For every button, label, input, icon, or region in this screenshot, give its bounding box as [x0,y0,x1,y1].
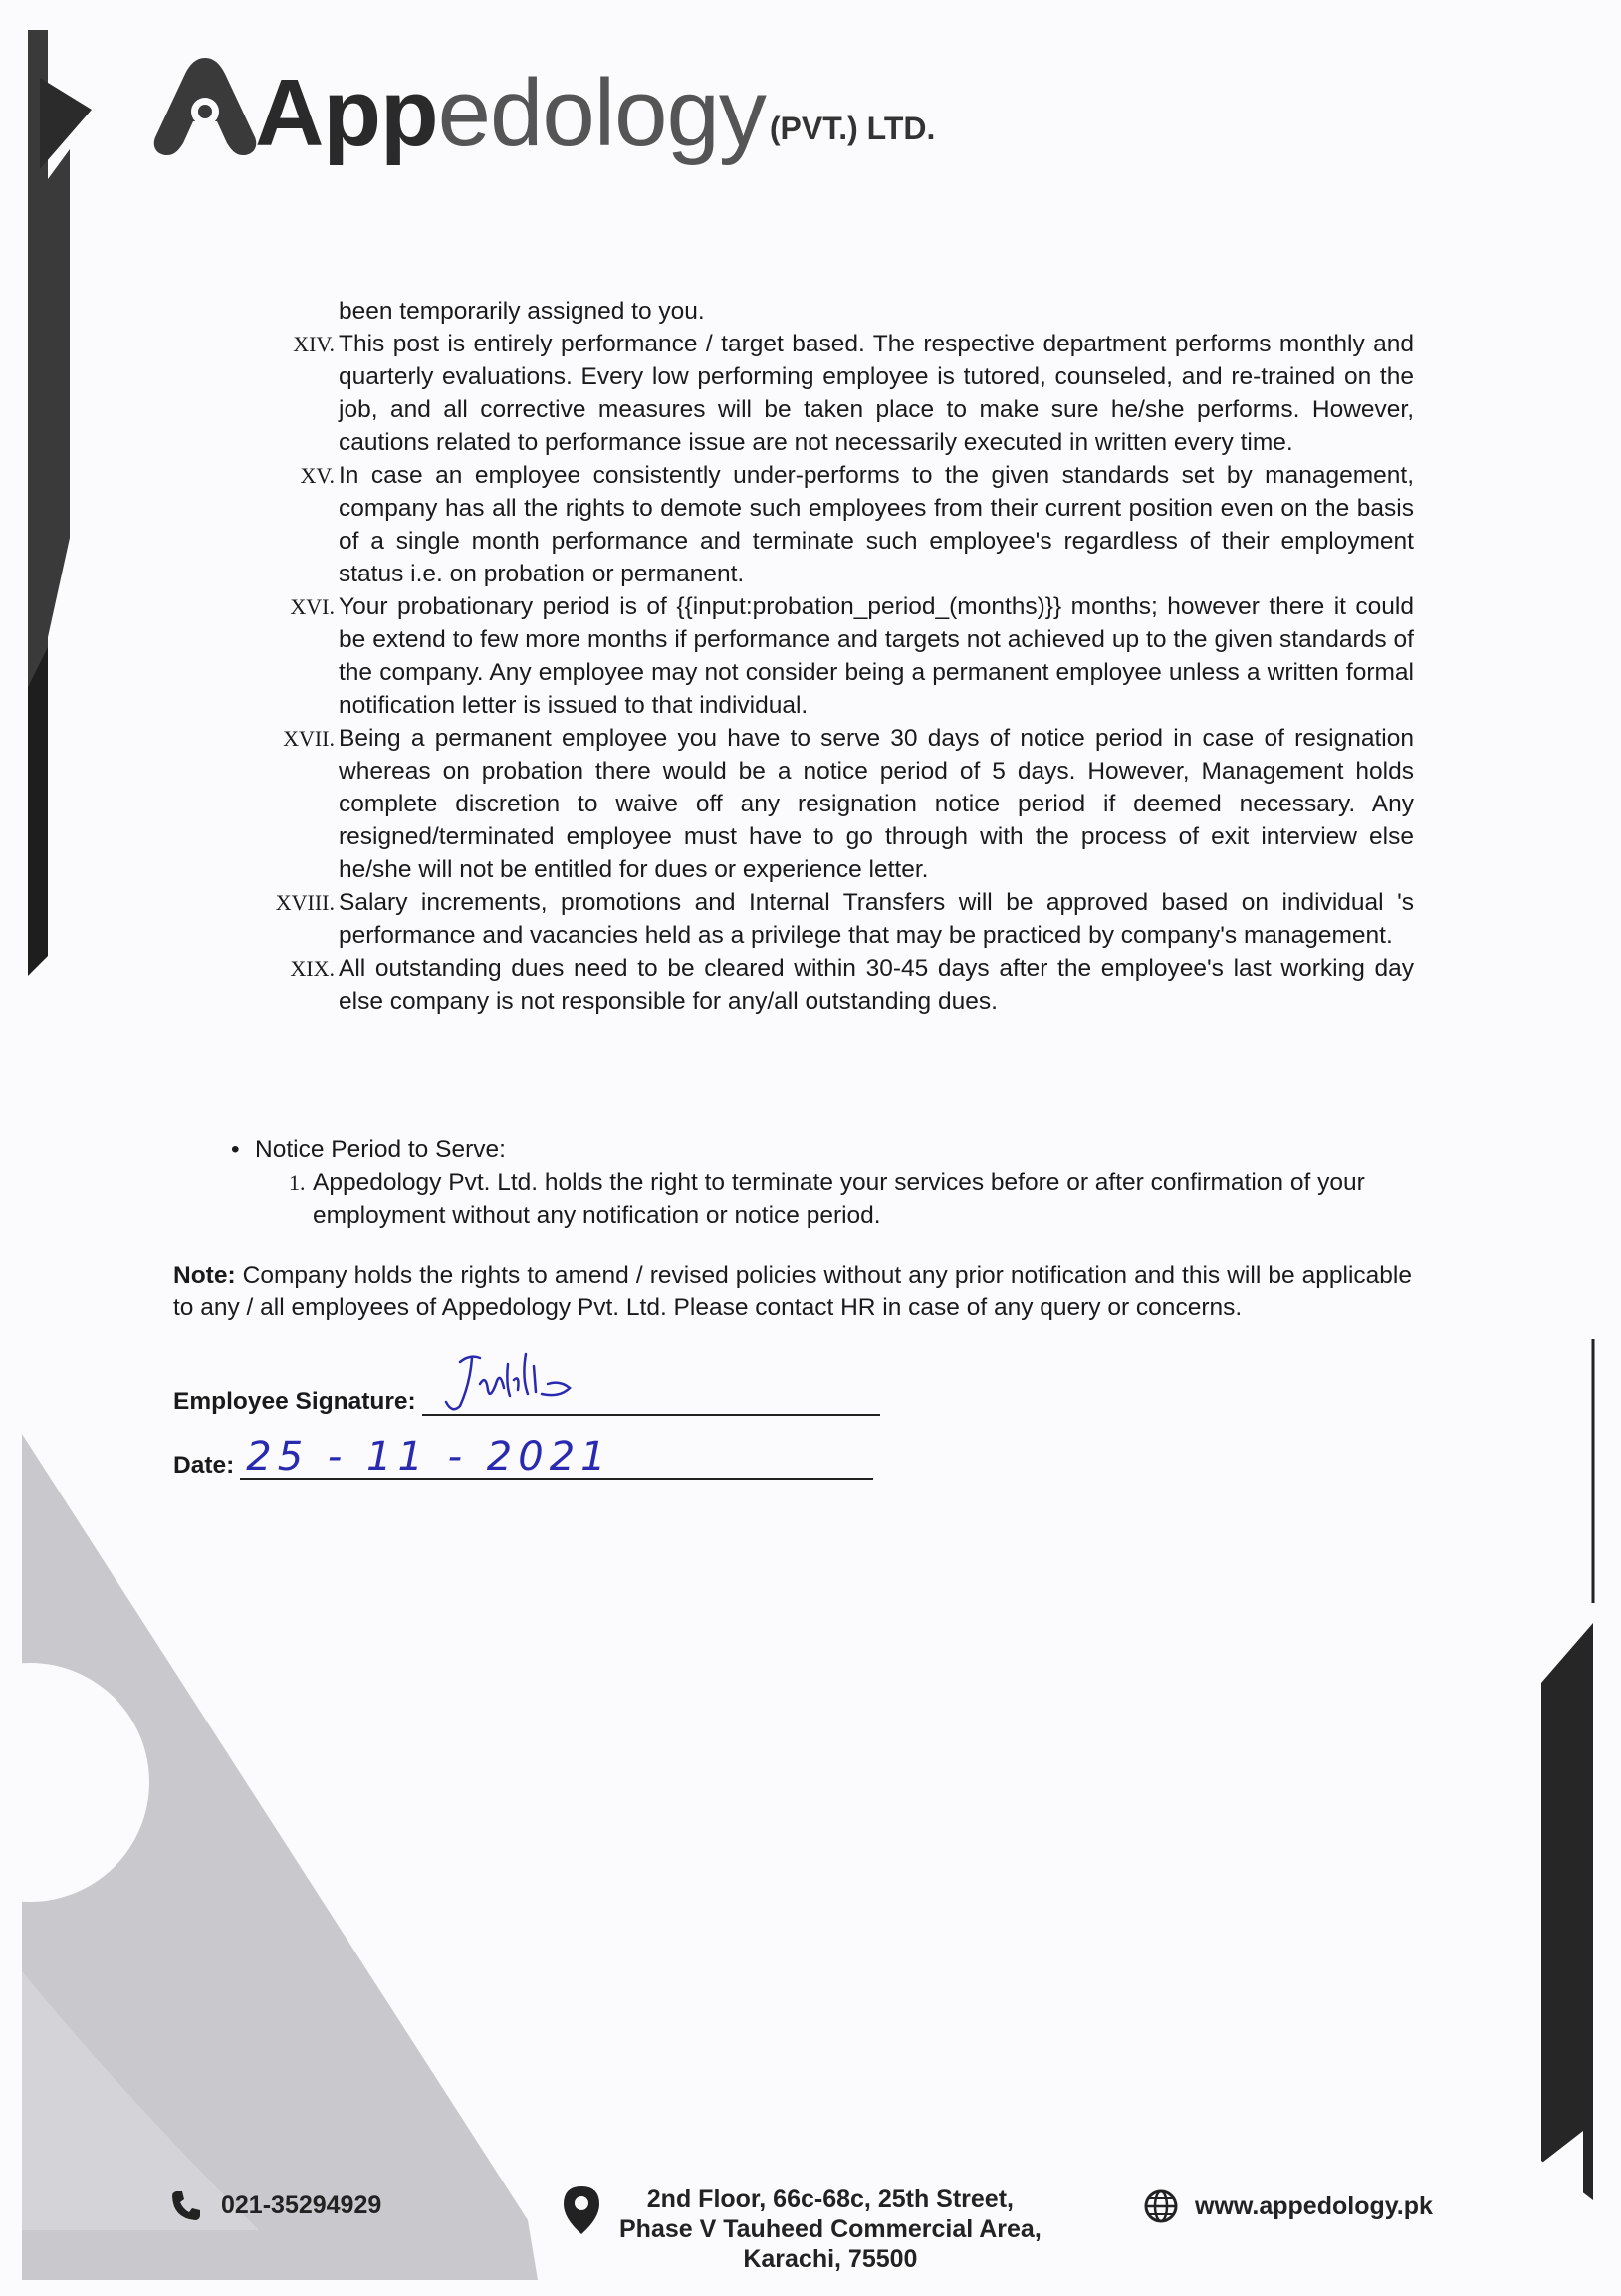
date-row [173,1434,873,1480]
clause-text: Your probationary period is of {{input:probation_period_(months)}} months; however there it could be extend to few more months if performance and targets not achieved up to the given standards of the company. Any employee may not consider being a permanent employee unless a written formal notification letter is issued to that individual. [339,593,1414,719]
letterhead-footer [0,2177,1621,2276]
note-text: Company holds the rights to amend / revised policies without any prior notification and this will be applicable to any / all employees of Appedology Pvt. Ltd. Please contact HR in case of any query or concerns. [173,1263,1412,1321]
footer-website [1143,2188,1433,2224]
clause-item [249,952,1414,1018]
brand-name-bold: App [255,60,438,166]
date-field[interactable] [240,1434,873,1480]
address-text [619,2184,1042,2274]
address-line: 2nd Floor, 66c-68c, 25th Street, [646,2185,1014,2213]
clause-item [249,459,1414,590]
clause-numeral: XVIII. [275,890,335,915]
company-logo [149,52,936,166]
notice-item-text: Appedology Pvt. Ltd. holds the right to terminate your services before or after confirmation of your employment without any notification or notice period. [313,1169,1365,1229]
clause-numeral: XVII. [283,726,335,751]
globe-icon [1143,2188,1179,2224]
signature-label: Employee Signature: [173,1388,416,1415]
handwritten-date: 25 - 11 - 2021 [246,1434,612,1480]
left-dark-bar [28,647,48,976]
appedology-a-logo-icon [149,52,261,161]
notice-heading-row [231,1133,1426,1166]
clause-item [249,590,1414,722]
location-pin-icon [562,2184,601,2236]
clause-numeral: XIV. [293,332,335,356]
handwritten-signature [430,1344,579,1424]
clause-text: In case an employee consistently under-performs to the given standards set by management, company has all the rights to demote such employees from their current position even on the basis of a single month performance and terminate such employee's regardless of their employment status i.e. on probation or permanent. [339,462,1414,587]
clause-numeral: XVI. [290,594,335,619]
clause-text: Salary increments, promotions and Internal Transfers will be approved based on individual 's performance and vacancies held as a privilege that may be practiced by company's management. [339,889,1414,949]
address-line: Phase V Tauheed Commercial Area, [619,2215,1042,2243]
company-suffix: (PVT.) LTD. [769,111,936,146]
clause-item [249,722,1414,886]
clause-text: Being a permanent employee you have to serve 30 days of notice period in case of resignation whereas on probation there would be a notice period of 5 days. However, Management holds complete discretion to waive off any resignation notice period if deemed necessary. Any resigned/terminated employee must have to go through with the process of exit interview else he/she will not be entitled for dues or experience letter. [339,725,1414,883]
clause-text: This post is entirely performance / target based. The respective department performs monthly and quarterly evaluations. Every low performing employee is tutored, counseled, and re-trained on the job, and all corrective measures will be taken place to make sure he/she performs. However, cautions related to performance issue are not necessarily executed in written every time. [339,331,1414,456]
notice-period-section [231,1133,1426,1232]
clause-continuation: been temporarily assigned to you. [339,298,705,325]
policy-note [173,1261,1412,1324]
footer-address [562,2184,1042,2274]
right-dark-strip [1541,1623,1593,2200]
brand-name-light: edology [437,60,766,166]
company-name [255,60,766,166]
policy-clauses [249,295,1414,1018]
phone-icon [169,2188,203,2222]
notice-item-number: 1. [289,1170,306,1195]
clause-text: All outstanding dues need to be cleared within 30-45 days after the employee's last working day else company is not responsible for any/all outstanding dues. [339,955,1414,1015]
clause-item [249,886,1414,952]
footer-phone [169,2188,381,2222]
date-label: Date: [173,1452,235,1479]
website-link[interactable]: www.appedology.pk [1195,2191,1433,2220]
clause-numeral: XV. [300,463,335,488]
clause-numeral: XIX. [290,956,335,981]
notice-heading: Notice Period to Serve: [255,1136,506,1163]
signature-field[interactable] [422,1378,880,1416]
bullet-icon: • [231,1136,240,1163]
employee-signature-row [173,1378,880,1416]
address-line: Karachi, 75500 [743,2245,918,2273]
note-label: Note: [173,1263,236,1289]
notice-item [289,1166,1426,1232]
clause-item [249,328,1414,459]
phone-number: 021-35294929 [221,2190,382,2219]
